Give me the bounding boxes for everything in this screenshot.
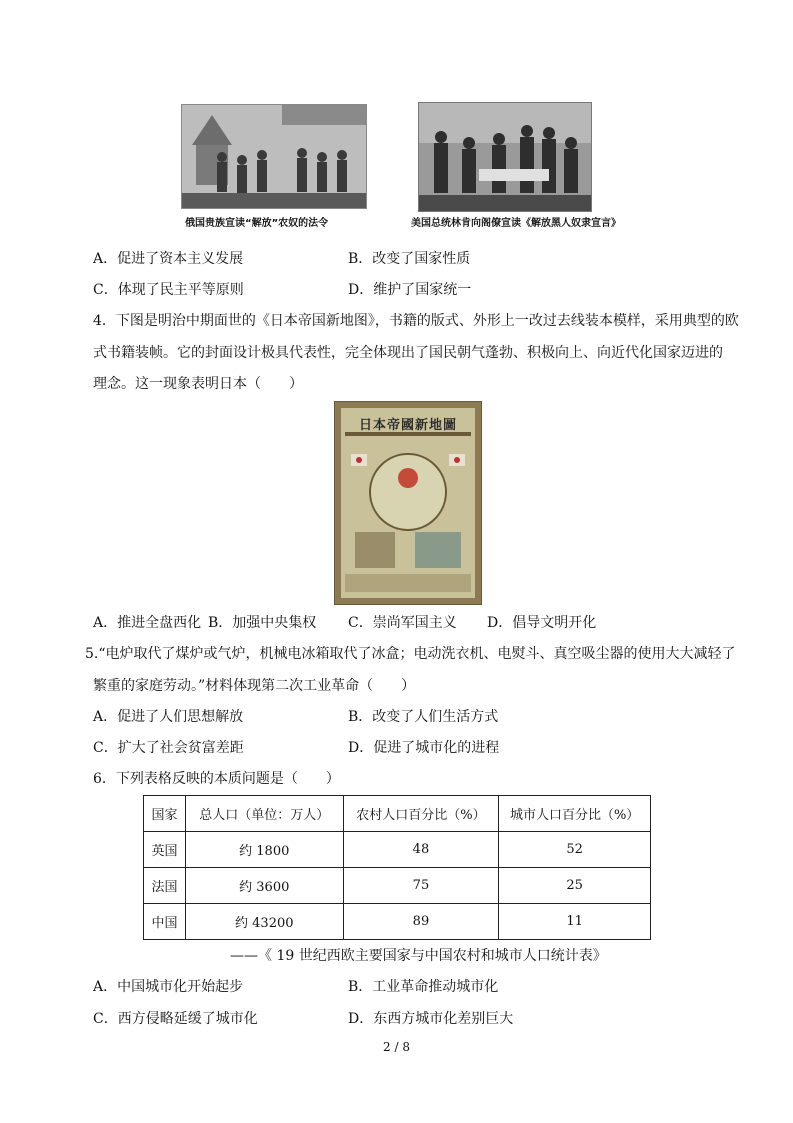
table-cell: 48 — [343, 832, 499, 868]
q4-stem-line3: 理念。这一现象表明日本（ ） — [93, 376, 303, 392]
q5-option-a: A．促进了人们思想解放 — [93, 709, 244, 725]
q6-stem: 6．下列表格反映的本质问题是（ ） — [93, 771, 340, 787]
q6-option-d: D．东西方城市化差别巨大 — [348, 1011, 514, 1027]
image1-caption: 俄国贵族宣读“解放”农奴的法令 — [185, 218, 329, 229]
table-cell: 中国 — [144, 904, 186, 940]
table-source: ——《 19 世纪西欧主要国家与中国农村和城市人口统计表》 — [230, 948, 607, 964]
russian-decree-illustration — [181, 104, 367, 209]
table-header-cell: 农村人口百分比（%） — [343, 796, 499, 832]
image2-caption: 美国总统林肯向阁僚宣读《解放黑人奴隶宣言》 — [411, 218, 621, 229]
table-cell: 52 — [499, 832, 651, 868]
table-cell: 75 — [343, 868, 499, 904]
q6-option-b: B．工业革命推动城市化 — [348, 979, 499, 995]
q5-option-b: B．改变了人们生活方式 — [348, 709, 499, 725]
japan-map-cover — [334, 401, 482, 605]
q4-stem-line1: 4．下图是明治中期面世的《日本帝国新地图》，书籍的版式、外形上一改过去线装本模样，采用典型的欧 — [93, 313, 739, 329]
table-header-cell: 城市人口百分比（%） — [499, 796, 651, 832]
q4-option-c: C．崇尚军国主义 — [348, 615, 457, 631]
table-header-cell: 总人口（单位：万人） — [185, 796, 343, 832]
q3-option-b: B．改变了国家性质 — [348, 251, 471, 267]
q4-stem-line2: 式书籍装帧。它的封面设计极具代表性，完全体现出了国民朝气蓬勃、积极向上、向近代化国家迈进的 — [93, 345, 723, 361]
q3-option-d: D．维护了国家统一 — [348, 282, 472, 298]
table-cell: 约 3600 — [185, 868, 343, 904]
q4-option-d: D．倡导文明开化 — [487, 615, 597, 631]
table-cell: 11 — [499, 904, 651, 940]
lincoln-cabinet-illustration — [418, 102, 592, 212]
table-cell: 英国 — [144, 832, 186, 868]
q4-option-a: A．推进全盘西化 — [93, 615, 202, 631]
table-cell: 25 — [499, 868, 651, 904]
population-table — [143, 795, 651, 940]
q5-stem-line2: 繁重的家庭劳动。”材料体现第二次工业革命（ ） — [93, 678, 416, 694]
q6-option-c: C．西方侵略延缓了城市化 — [93, 1011, 258, 1027]
table-row — [144, 868, 651, 904]
table-cell: 法国 — [144, 868, 186, 904]
table-cell: 89 — [343, 904, 499, 940]
page-number: 2 / 8 — [383, 1040, 410, 1054]
q3-option-a: A．促进了资本主义发展 — [93, 251, 244, 267]
table-cell: 约 1800 — [185, 832, 343, 868]
table-row — [144, 904, 651, 940]
table-row — [144, 832, 651, 868]
q6-option-a: A．中国城市化开始起步 — [93, 979, 244, 995]
q5-option-c: C．扩大了社会贫富差距 — [93, 740, 244, 756]
q5-option-d: D．促进了城市化的进程 — [348, 740, 500, 756]
map-cover-title: 日本帝國新地圖 — [358, 418, 457, 433]
q4-option-b: B．加强中央集权 — [208, 615, 317, 631]
table-header-row — [144, 796, 651, 832]
q3-option-c: C．体现了民主平等原则 — [93, 282, 244, 298]
table-cell: 约 43200 — [185, 904, 343, 940]
q5-stem-line1: 5.“电炉取代了煤炉或气炉，机械电冰箱取代了冰盒；电动洗衣机、电熨斗、真空吸尘器的使用大大减轻了 — [85, 646, 736, 662]
table-header-cell: 国家 — [144, 796, 186, 832]
